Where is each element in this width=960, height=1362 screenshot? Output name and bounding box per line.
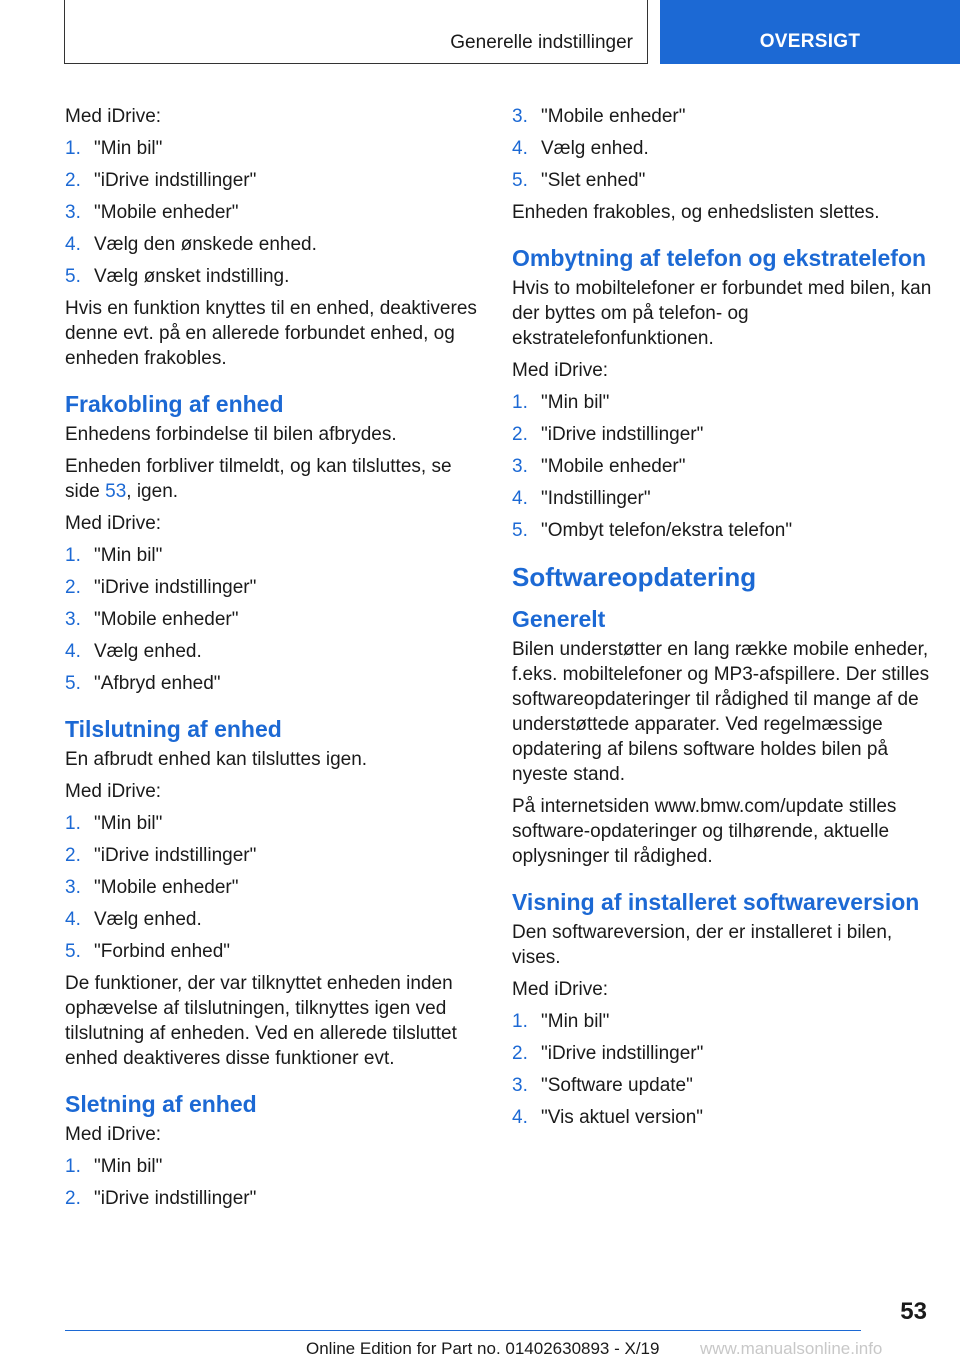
paragraph: Enhedens forbindelse til bilen afbrydes. xyxy=(65,424,397,445)
paragraph: Hvis en funktion knyttes til en enhed, deaktiveres denne evt. på en allerede forbundet enhed, og enheden frakobles. xyxy=(65,298,477,369)
edition-text: Online Edition for Part no. 01402630893 - X/19 xyxy=(306,1339,660,1358)
heading-frakobling: Frakobling af enhed xyxy=(65,391,284,417)
list-item: 5. "Afbryd enhed" xyxy=(65,673,221,694)
list-item: 4. "Indstillinger" xyxy=(512,488,651,509)
list-item: 2. "iDrive indstillinger" xyxy=(512,424,704,445)
list-item: 5. Vælg ønsket indstilling. xyxy=(65,266,290,287)
paragraph: Hvis to mobiltelefoner er forbundet med bilen, kan der byttes om på telefon- og ekstratelefonfunktionen. xyxy=(512,278,932,349)
heading-ombytning: Ombytning af telefon og ekstratelefon xyxy=(512,245,927,271)
page-number: 53 xyxy=(900,1298,927,1325)
list-item: 1. "Min bil" xyxy=(65,545,163,566)
heading-generelt: Generelt xyxy=(512,606,606,632)
menu-intro: Med iDrive: xyxy=(65,781,162,802)
list-item: 1. "Min bil" xyxy=(65,138,163,159)
list-item: 2. "iDrive indstillinger" xyxy=(65,577,257,598)
list-item: 2. "iDrive indstillinger" xyxy=(512,1043,704,1064)
header-section-box xyxy=(64,0,648,64)
list-item: 3. "Mobile enheder" xyxy=(65,202,239,223)
heading-visning: Visning af installeret softwareversion xyxy=(512,889,920,915)
list-item: 5. "Slet enhed" xyxy=(512,170,646,191)
list-item: 5. "Ombyt telefon/ekstra telefon" xyxy=(512,520,793,541)
list-item: 4. Vælg enhed. xyxy=(65,909,202,930)
section-label: Generelle indstillinger xyxy=(450,32,633,53)
paragraph: Enheden frakobles, og enhedslisten slettes. xyxy=(512,202,880,223)
steps-list xyxy=(512,1009,932,1130)
list-item: 4. Vælg enhed. xyxy=(512,138,649,159)
menu-intro: Med iDrive: xyxy=(512,360,609,381)
list-item: 3. "Mobile enheder" xyxy=(512,106,686,127)
list-item: 5. "Forbind enhed" xyxy=(65,941,231,962)
left-column xyxy=(65,104,485,1218)
overview-tab-label: OVERSIGT xyxy=(759,31,861,52)
list-item: 4. Vælg enhed. xyxy=(65,641,202,662)
heading-tilslutning: Tilslutning af enhed xyxy=(65,716,282,742)
paragraph: En afbrudt enhed kan tilsluttes igen. xyxy=(65,749,368,770)
menu-intro: Med iDrive: xyxy=(512,979,609,1000)
watermark: www.manualsonline.info xyxy=(700,1339,883,1358)
steps-list xyxy=(65,543,485,696)
paragraph: Den softwareversion, der er installeret i bilen, vises. xyxy=(512,922,893,968)
list-item: 1. "Min bil" xyxy=(65,1156,163,1177)
list-item: 4. "Vis aktuel version" xyxy=(512,1107,704,1128)
list-item: 2. "iDrive indstillinger" xyxy=(65,1188,257,1209)
list-item: 4. Vælg den ønskede enhed. xyxy=(65,234,317,255)
menu-intro: Med iDrive: xyxy=(65,513,162,534)
paragraph: Bilen understøtter en lang række mobile enheder, f.eks. mobiltelefoner og MP3-afspillere. Der stilles softwareopdateringer til rådighed til mange af de understøttede apparater. Ved regelmæssige opdatering af bilens software holdes bilen på nyeste stand. xyxy=(512,639,930,785)
paragraph: På internetsiden www.bmw.com/update stilles software-opdateringer og tilhørende, aktuelle oplysninger til rådighed. xyxy=(512,796,897,867)
list-item: 3. "Mobile enheder" xyxy=(65,877,239,898)
list-item: 1. "Min bil" xyxy=(512,392,610,413)
steps-list xyxy=(65,811,485,964)
footer-divider xyxy=(65,1330,861,1331)
paragraph: De funktioner, der var tilknyttet enheden inden ophævelse af tilslutningen, tilknyttes igen ved tilslutning af enheden. Ved en allerede tilsluttet enhed deaktiveres disse funktioner evt. xyxy=(65,973,457,1069)
page-link[interactable]: 53 xyxy=(105,481,127,502)
steps-list xyxy=(512,104,932,193)
list-item: 1. "Min bil" xyxy=(65,813,163,834)
list-item: 3. "Mobile enheder" xyxy=(65,609,239,630)
overview-tab[interactable] xyxy=(660,0,960,64)
list-item: 2. "iDrive indstillinger" xyxy=(65,170,257,191)
list-item: 2. "iDrive indstillinger" xyxy=(65,845,257,866)
heading-sletning: Sletning af enhed xyxy=(65,1091,257,1117)
right-column xyxy=(512,104,932,1137)
menu-intro: Med iDrive: xyxy=(65,1124,162,1145)
list-item: 1. "Min bil" xyxy=(512,1011,610,1032)
steps-list xyxy=(512,390,932,543)
heading-software: Softwareopdatering xyxy=(512,562,757,592)
paragraph-with-link: Enheden forbliver tilmeldt, og kan tilsluttes, se side 53, igen. xyxy=(65,456,452,502)
steps-list xyxy=(65,1154,485,1211)
list-item: 3. "Software update" xyxy=(512,1075,693,1096)
list-item: 3. "Mobile enheder" xyxy=(512,456,686,477)
menu-intro: Med iDrive: xyxy=(65,106,162,127)
steps-list xyxy=(65,136,485,289)
